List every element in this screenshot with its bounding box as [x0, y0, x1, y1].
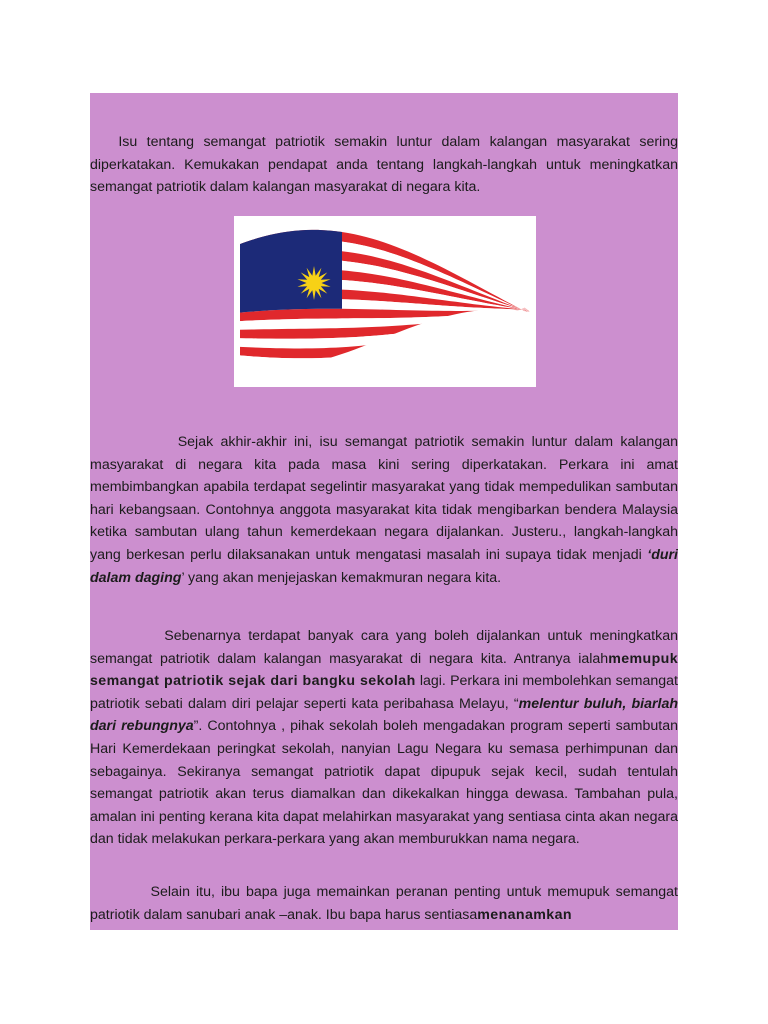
- paragraph-introduction: [90, 431, 678, 589]
- point1-key-phrase: memupuk semangat patriotik sejak dari bangku sekolah: [90, 650, 678, 690]
- point1-text-b: lagi. Perkara ini membolehkan semangat patriotik sebati dalam diri pelajar seperti kata peribahasa Melayu, “: [90, 673, 678, 712]
- essay-question: [90, 131, 678, 199]
- paragraph-point-2: [90, 881, 678, 926]
- flag-canton: [234, 230, 342, 313]
- intro-text-a: Sejak akhir-akhir ini, isu semangat patriotik semakin luntur dalam kalangan masyarakat di negara kita pada masa kini sering diperkatakan. Perkara ini amat membimbangkan apabila terdapat segelintir masyarakat yang tidak mempedulikan sambutan hari kebangsaan. Contohnya anggota masyarakat kita tidak mengibarkan bendera Malaysia ketika sambutan ulang tahun kemerdekaan negara dijalankan. Justeru., langkah-langkah yang berkesan perlu dilaksanakan untuk mengatasi masalah ini supaya tidak menjadi: [90, 434, 678, 563]
- point2-key-phrase: menanamkan: [477, 906, 572, 923]
- idiom-emphasis: ‘duri dalam daging: [90, 546, 678, 586]
- point1-text-a: Sebenarnya terdapat banyak cara yang boleh dijalankan untuk meningkatkan semangat patriotik dalam kalangan masyarakat di negara kita. Antranya ialah: [90, 628, 678, 667]
- point1-text-c: ”. Contohnya , pihak sekolah boleh mengadakan program seperti sambutan Hari Kemerdekaan peringkat sekolah, nanyian Lagu Negara ku semasa perhimpunan dan sebagainya. Sekiranya semangat patriotik dapat dipupuk sejak kecil, sudah tentulah semangat patriotik akan terus diamalkan dan dikekalkan hingga dewasa. Tambahan pula, amalan ini penting kerana kita dapat melahirkan masyarakat yang sentiasa cinta akan negara dan tidak melakukan perkara-perkara yang akan memburukkan nama negara.: [90, 718, 678, 848]
- intro-text-b: ’ yang akan menjejaskan kemakmuran negara kita.: [181, 569, 502, 586]
- paragraph-point-1: [90, 625, 678, 851]
- indent: [90, 628, 164, 644]
- proverb-emphasis: melentur buluh, biarlah dari rebungnya: [90, 695, 678, 735]
- indent: [90, 134, 118, 150]
- flag-image: [234, 216, 536, 387]
- malaysia-flag-icon: [234, 216, 536, 387]
- question-text: Isu tentang semangat patriotik semakin luntur dalam kalangan masyarakat sering diperkatakan. Kemukakan pendapat anda tentang langkah-langkah untuk meningkatkan semangat patriotik dalam kalangan masyarakat di negara kita.: [90, 134, 678, 196]
- indent: [90, 884, 151, 900]
- indent: [90, 434, 178, 450]
- point2-text-a: Selain itu, ibu bapa juga memainkan peranan penting untuk memupuk semangat patriotik dalam sanubari anak –anak. Ibu bapa harus sentiasa: [90, 884, 678, 923]
- document-page: [90, 93, 678, 930]
